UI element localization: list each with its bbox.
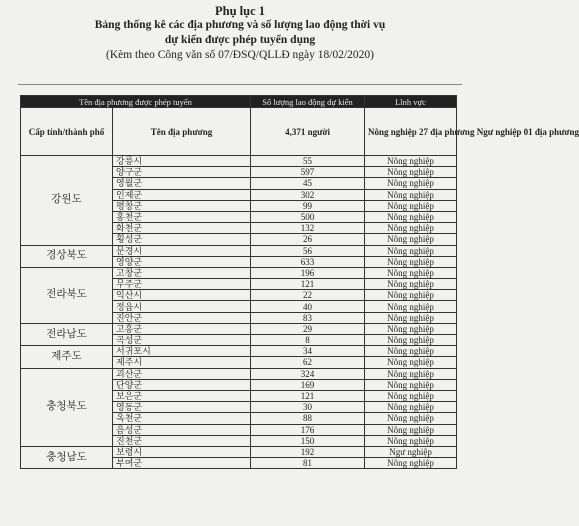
header-province: Cấp tỉnh/thành phố [21, 108, 113, 156]
count-cell: 62 [251, 357, 365, 368]
count-cell: 121 [251, 390, 365, 401]
locality-cell: 횡성군 [113, 234, 251, 245]
count-cell: 500 [251, 211, 365, 222]
count-cell: 169 [251, 379, 365, 390]
field-cell: Nông nghiệp [365, 424, 457, 435]
header-total: 4,371 người [251, 108, 365, 156]
field-cell: Nông nghiệp [365, 312, 457, 323]
province-cell: 제주도 [21, 346, 113, 368]
header-count-group: Số lượng lao động dự kiến [251, 96, 365, 108]
field-cell: Nông nghiệp [365, 390, 457, 401]
locality-cell: 평창군 [113, 200, 251, 211]
table-row [21, 368, 457, 379]
locality-cell: 홍천군 [113, 211, 251, 222]
count-cell: 34 [251, 346, 365, 357]
count-cell: 176 [251, 424, 365, 435]
field-cell: Nông nghiệp [365, 379, 457, 390]
province-cell: 전라북도 [21, 267, 113, 323]
header-field: Nông nghiệp 27 địa phương Ngư nghiệp 01 địa phương [365, 108, 457, 156]
locality-cell: 강릉시 [113, 156, 251, 167]
table-row [21, 245, 457, 256]
field-cell: Nông nghiệp [365, 368, 457, 379]
table-body [21, 156, 457, 469]
field-cell: Nông nghiệp [365, 223, 457, 234]
locality-cell: 진천군 [113, 435, 251, 446]
field-cell: Nông nghiệp [365, 357, 457, 368]
field-cell: Nông nghiệp [365, 335, 457, 346]
count-cell: 26 [251, 234, 365, 245]
count-cell: 633 [251, 256, 365, 267]
field-cell: Nông nghiệp [365, 301, 457, 312]
locality-cell: 단양군 [113, 379, 251, 390]
field-cell: Nông nghiệp [365, 402, 457, 413]
locality-cell: 서귀포시 [113, 346, 251, 357]
count-cell: 132 [251, 223, 365, 234]
reference-note: (Kèm theo Công văn số 07/ĐSQ/QLLĐ ngày 18/02/2020) [106, 49, 374, 61]
count-cell: 302 [251, 189, 365, 200]
document-header [0, 0, 480, 63]
field-cell: Nông nghiệp [365, 256, 457, 267]
count-cell: 30 [251, 402, 365, 413]
field-cell: Nông nghiệp [365, 267, 457, 278]
locality-cell: 괴산군 [113, 368, 251, 379]
header-locality: Tên địa phương [113, 108, 251, 156]
table-row [21, 267, 457, 278]
locality-cell: 양구군 [113, 167, 251, 178]
locality-cell: 보령시 [113, 446, 251, 457]
field-cell: Nông nghiệp [365, 189, 457, 200]
field-cell: Nông nghiệp [365, 200, 457, 211]
locality-cell: 부여군 [113, 458, 251, 469]
field-cell: Nông nghiệp [365, 156, 457, 167]
field-cell: Nông nghiệp [365, 346, 457, 357]
field-cell: Nông nghiệp [365, 279, 457, 290]
field-cell: Nông nghiệp [365, 167, 457, 178]
province-cell: 충청남도 [21, 446, 113, 468]
table-row [21, 346, 457, 357]
field-cell: Nông nghiệp [365, 290, 457, 301]
locality-cell: 영동군 [113, 402, 251, 413]
count-cell: 88 [251, 413, 365, 424]
count-cell: 83 [251, 312, 365, 323]
count-cell: 192 [251, 446, 365, 457]
locality-cell: 곡성군 [113, 335, 251, 346]
locality-cell: 음성군 [113, 424, 251, 435]
field-cell: Nông nghiệp [365, 458, 457, 469]
field-cell: Nông nghiệp [365, 245, 457, 256]
count-cell: 56 [251, 245, 365, 256]
locality-cell: 보은군 [113, 390, 251, 401]
locality-cell: 무주군 [113, 279, 251, 290]
count-cell: 81 [251, 458, 365, 469]
field-cell: Nông nghiệp [365, 234, 457, 245]
count-cell: 597 [251, 167, 365, 178]
field-cell: Nông nghiệp [365, 435, 457, 446]
locality-cell: 화천군 [113, 223, 251, 234]
locality-cell: 옥천군 [113, 413, 251, 424]
appendix-title: Phụ lục 1 [214, 4, 265, 18]
table-title-line-1: Bảng thống kê các địa phương và số lượng lao động thời vụ [94, 19, 386, 31]
table-row [21, 156, 457, 167]
locality-cell: 정읍시 [113, 301, 251, 312]
header-field-group: Lĩnh vực [365, 96, 457, 108]
count-cell: 324 [251, 368, 365, 379]
province-cell: 전라남도 [21, 323, 113, 345]
locality-cell: 진안군 [113, 312, 251, 323]
locality-cell: 익산시 [113, 290, 251, 301]
count-cell: 121 [251, 279, 365, 290]
column-header-row [21, 108, 457, 156]
field-cell: Nông nghiệp [365, 323, 457, 334]
locality-cell: 문경시 [113, 245, 251, 256]
province-cell: 강원도 [21, 156, 113, 246]
count-cell: 45 [251, 178, 365, 189]
divider [18, 84, 462, 85]
count-cell: 196 [251, 267, 365, 278]
locality-cell: 영양군 [113, 256, 251, 267]
count-cell: 150 [251, 435, 365, 446]
table-row [21, 323, 457, 334]
locality-cell: 고흥군 [113, 323, 251, 334]
table-row [21, 446, 457, 457]
header-locality-group: Tên địa phương được phép tuyển [21, 96, 251, 108]
top-header-row [21, 96, 457, 108]
count-cell: 29 [251, 323, 365, 334]
locality-cell: 인제군 [113, 189, 251, 200]
province-cell: 충청북도 [21, 368, 113, 446]
count-cell: 8 [251, 335, 365, 346]
field-cell: Ngư nghiệp [365, 446, 457, 457]
field-cell: Nông nghiệp [365, 178, 457, 189]
count-cell: 22 [251, 290, 365, 301]
table-title-line-2: dự kiến được phép tuyển dụng [164, 34, 316, 46]
locality-cell: 제주시 [113, 357, 251, 368]
count-cell: 99 [251, 200, 365, 211]
field-cell: Nông nghiệp [365, 211, 457, 222]
locality-cell: 영월군 [113, 178, 251, 189]
count-cell: 55 [251, 156, 365, 167]
province-cell: 경상북도 [21, 245, 113, 267]
locality-cell: 고창군 [113, 267, 251, 278]
labor-table [20, 95, 579, 469]
field-cell: Nông nghiệp [365, 413, 457, 424]
count-cell: 40 [251, 301, 365, 312]
